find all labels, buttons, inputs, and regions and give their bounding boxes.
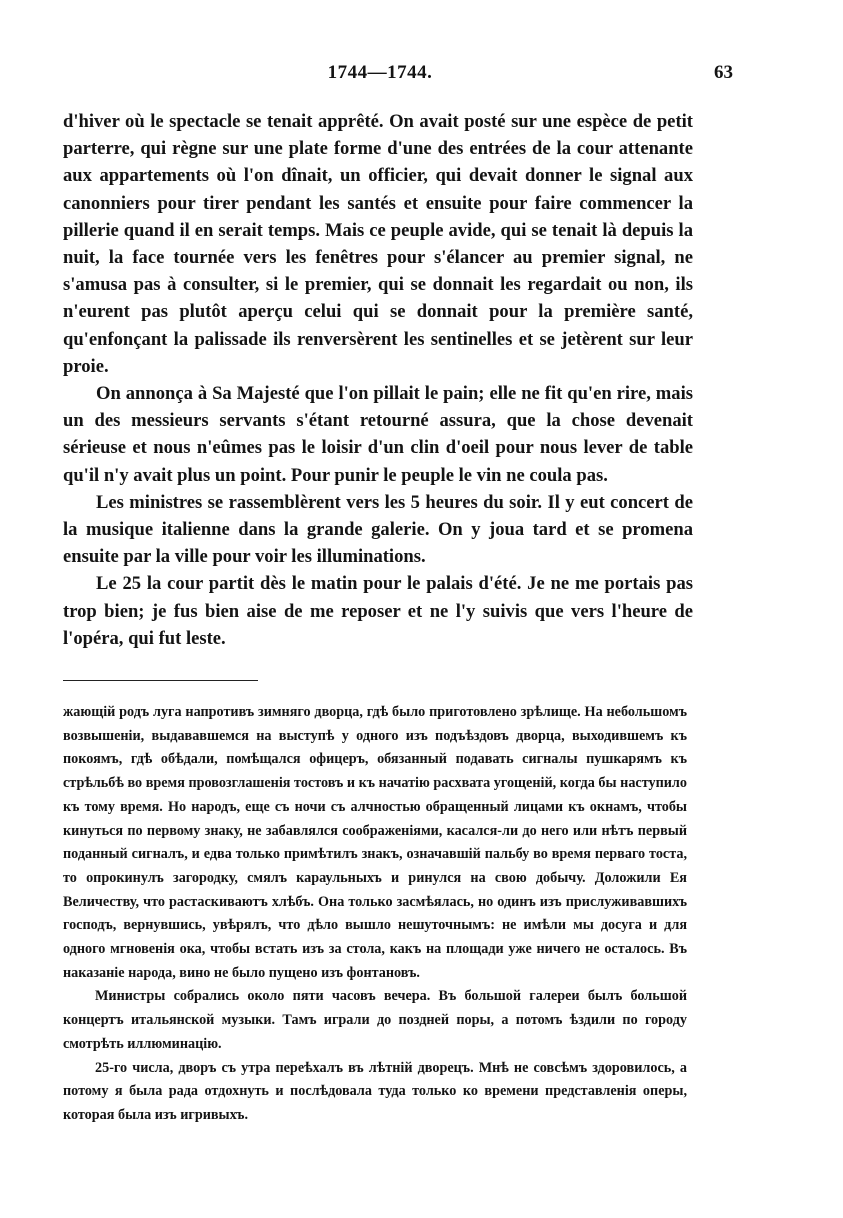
russian-paragraph-2: Министры собрались около пяти часовъ вечера. Въ большой галереи былъ большой концертъ итальянской музыки. Тамъ играли до поздней поры, а потомъ ѣздили по городу смотрѣть иллюминацію. [63, 988, 687, 1052]
french-text-block [63, 108, 693, 652]
russian-paragraph-3: 25-го числа, дворъ съ утра переѣхалъ въ лѣтній дворецъ. Мнѣ не совсѣмъ здоровилось, а потому я была рада отдохнуть и послѣдовала туда только ко времени представленія оперы, которая была изъ игривыхъ. [63, 1059, 687, 1123]
page-number: 63 [714, 62, 733, 83]
page-header [60, 62, 733, 92]
french-paragraph-1: d'hiver où le spectacle se tenait apprêté. On avait posté sur une espèce de petit parterre, qui règne sur une plate forme d'une des entrées de la cour attenante aux appartements où l'on dînait, un officier, qui devait donner le signal aux canonniers pour tirer pendant les santés et ensuite pour faire commencer la pillerie quand il en serait temps. Mais ce peuple avide, qui se tenait là depuis la nuit, la face tournée vers les fenêtres pour s'élancer au premier signal, ne s'amusa pas à consulter, si le premier, qui se donnait les regardait ou non, ils n'eurent pas plutôt aperçu celui qui se donnait pour la première santé, qu'enfonçant la palissade ils renversèrent les sentinelles et se jetèrent sur leur proie. [63, 111, 693, 377]
french-paragraph-2: On annonça à Sa Majesté que l'on pillait le pain; elle ne fit qu'en rire, mais un des messieurs servants s'étant retourné assura, que la chose devenait sérieuse et nous n'eûmes pas le loisir d'un clin d'oeil pour nous lever de table qu'il n'y avait plus un point. Pour punir le peuple le vin ne coula pas. [63, 383, 693, 486]
russian-translation-block [63, 701, 687, 1128]
french-paragraph-3: Les ministres se rassemblèrent vers les 5 heures du soir. Il y eut concert de la musique italienne dans la grande galerie. On y joua tard et se promena ensuite par la ville pour voir les illuminations. [63, 491, 693, 568]
russian-paragraph-1: жающій родъ луга напротивъ зимняго дворца, гдѣ было приготовлено зрѣлище. На небольшомъ возвышеніи, выдававшемся на выступѣ у одного изъ подъѣздовъ дворца, выходившемъ къ покоямъ, гдѣ обѣдали, помѣщался офицеръ, обязанный подавать сигналы пушкарямъ къ стрѣльбѣ во время провозглашенія тостовъ и къ начатію расхвата угощеній, когда бы наступило къ тому время. Но народъ, еще съ ночи съ алчностью обращенный лицами къ окнамъ, чтобы кинуться по первому знаку, не забавлялся соображеніями, касался-ли до него или нѣтъ первый поданный сигналъ, и едва только примѣтилъ знакъ, означавшій пальбу во время перваго тоста, то опрокинулъ загородку, смялъ караульныхъ и ринулся на свою добычу. Доложили Ея Величеству, что растаскиваютъ хлѣбъ. Она только засмѣялась, но одинъ изъ прислуживавшихъ господъ, вернувшись, увѣрялъ, что дѣло вышло нешуточнымъ: не имѣли мы досуга и для одного мгновенія ока, чтобы встать изъ за стола, какъ на площади уже ничего не осталось. Въ наказаніе народа, вино не было пущено изъ фонтановъ. [63, 704, 687, 981]
running-title: 1744—1744. [327, 62, 433, 83]
footnote-separator [63, 680, 258, 681]
french-paragraph-4: Le 25 la cour partit dès le matin pour le palais d'été. Je ne me portais pas trop bien; je fus bien aise de me reposer et ne l'y suivis que vers l'heure de l'opéra, qui fut leste. [63, 573, 693, 649]
